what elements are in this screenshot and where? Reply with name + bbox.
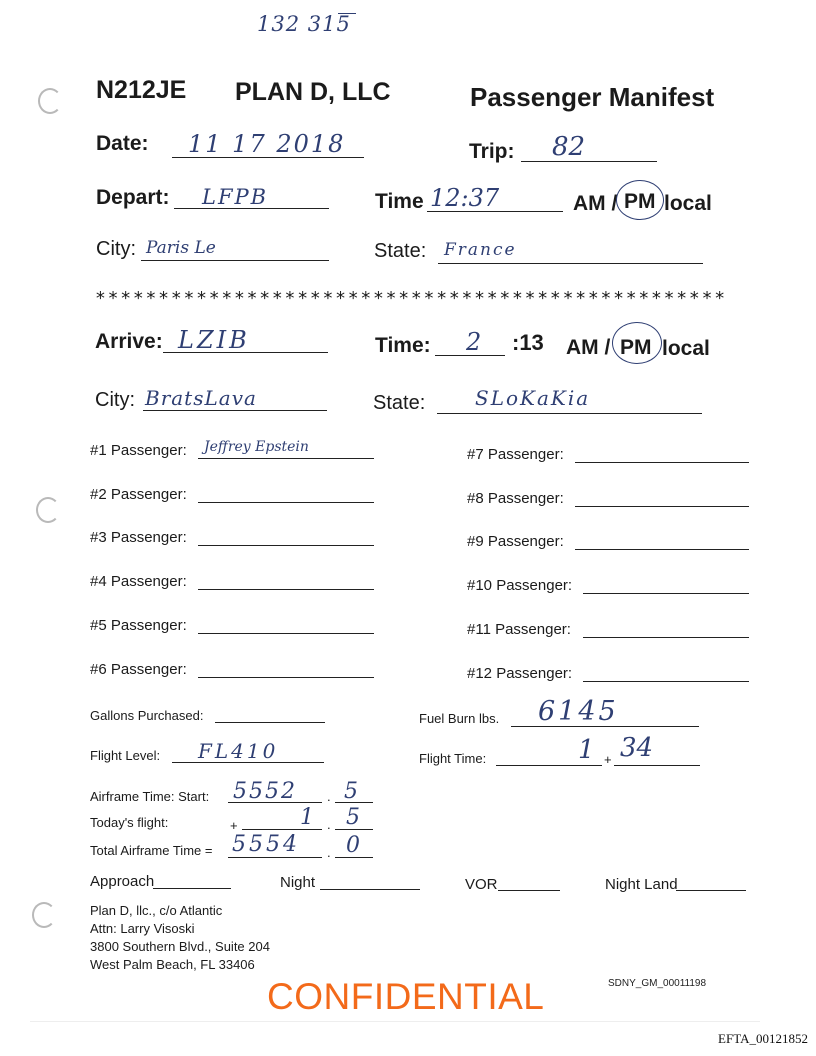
airframe-start-tenth[interactable]: 5 (344, 779, 358, 804)
depart-underline (174, 208, 329, 209)
fuel-burn-value[interactable]: 6145 (538, 696, 619, 727)
fuel-burn-underline (511, 726, 699, 727)
date-label: Date: (96, 132, 149, 155)
approach-label: Approach (90, 873, 155, 890)
binder-hole-middle (34, 495, 56, 521)
total-airframe-whole[interactable]: 5554 (232, 832, 300, 857)
night-land-underline (676, 890, 746, 891)
airframe-start-label: Airframe Time: Start: (90, 789, 210, 804)
airframe-start-whole-underline (228, 802, 322, 803)
arrive-city-label: City: (95, 389, 135, 411)
vor-label: VOR (465, 876, 498, 893)
passenger-2-underline (198, 502, 374, 503)
depart-time-value[interactable]: 12:37 (430, 184, 500, 212)
vor-underline (498, 890, 560, 891)
trip-underline (521, 161, 657, 162)
todays-flight-plus: + (230, 818, 238, 833)
depart-time-label: Time (375, 190, 424, 213)
airframe-start-tenth-underline (335, 802, 373, 803)
passenger-1-label: #1 Passenger: (90, 442, 187, 459)
arrive-city-value[interactable]: BratsLava (145, 386, 257, 410)
depart-city-label: City: (96, 238, 136, 260)
passenger-2-label: #2 Passenger: (90, 486, 187, 503)
total-airframe-whole-underline (228, 857, 322, 858)
separator-line: ************************************************** (95, 288, 727, 309)
passenger-9-underline (575, 549, 749, 550)
confidential-stamp: CONFIDENTIAL (267, 976, 545, 1017)
todays-flight-whole[interactable]: 1 (300, 805, 314, 830)
todays-flight-dot: . (327, 817, 331, 832)
depart-pm-label[interactable]: PM (624, 190, 656, 213)
arrive-value[interactable]: LZIB (178, 326, 250, 354)
passenger-3-label: #3 Passenger: (90, 529, 187, 546)
arrive-label: Arrive: (95, 330, 163, 353)
bates-number: SDNY_GM_00011198 (608, 978, 707, 989)
depart-city-underline (141, 260, 329, 261)
company-name: PLAN D, LLC (235, 78, 391, 106)
arrive-city-underline (143, 410, 327, 411)
arrive-pm-label[interactable]: PM (620, 336, 652, 359)
top-handwritten-note: 132 315 (257, 12, 351, 36)
address-line-3: 3800 Southern Blvd., Suite 204 (90, 939, 270, 954)
total-airframe-dot: . (327, 845, 331, 860)
depart-state-underline (438, 263, 703, 264)
depart-local-label: local (664, 192, 712, 215)
depart-state-value[interactable]: France (444, 240, 517, 260)
passenger-3-underline (198, 545, 374, 546)
gallons-underline (215, 722, 325, 723)
page-title: Passenger Manifest (470, 82, 715, 112)
depart-city-value[interactable]: Paris Le (146, 238, 216, 258)
footer-divider (30, 1021, 760, 1022)
passenger-6-underline (198, 677, 374, 678)
passenger-6-label: #6 Passenger: (90, 661, 187, 678)
flight-time-hours-underline (496, 765, 602, 766)
trip-label: Trip: (469, 140, 515, 163)
passenger-12-label: #12 Passenger: (467, 665, 573, 682)
passenger-4-label: #4 Passenger: (90, 573, 187, 590)
depart-state-label: State: (374, 240, 427, 262)
flight-level-label: Flight Level: (90, 748, 161, 763)
date-value[interactable]: 11 17 2018 (188, 130, 346, 158)
efta-number: EFTA_00121852 (718, 1031, 808, 1046)
arrive-am-label: AM / (566, 336, 611, 359)
top-note-dash (338, 13, 356, 14)
address-line-4: West Palm Beach, FL 33406 (90, 957, 255, 972)
depart-time-underline (427, 211, 563, 212)
passenger-10-underline (583, 593, 749, 594)
passenger-4-underline (198, 589, 374, 590)
passenger-12-underline (583, 681, 749, 682)
gallons-label: Gallons Purchased: (90, 708, 204, 723)
passenger-9-label: #9 Passenger: (467, 533, 564, 550)
arrive-state-label: State: (373, 392, 426, 414)
fuel-burn-label: Fuel Burn lbs. (419, 711, 500, 726)
night-underline (320, 889, 420, 890)
night-land-label: Night Land (605, 876, 678, 893)
arrive-time-label: Time: (375, 334, 431, 357)
passenger-11-underline (583, 637, 749, 638)
passenger-8-underline (575, 506, 749, 507)
arrive-time-minutes[interactable]: :13 (512, 330, 544, 355)
arrive-local-label: local (662, 337, 710, 360)
total-airframe-tenth-underline (335, 857, 373, 858)
flight-time-minutes[interactable]: 34 (620, 733, 654, 763)
passenger-5-underline (198, 633, 374, 634)
depart-label: Depart: (96, 186, 170, 209)
trip-value[interactable]: 82 (552, 132, 586, 162)
passenger-8-label: #8 Passenger: (467, 490, 564, 507)
arrive-time-hour[interactable]: 2 (466, 328, 482, 356)
total-airframe-label: Total Airframe Time = (90, 843, 213, 858)
passenger-10-label: #10 Passenger: (467, 577, 573, 594)
airframe-start-whole[interactable]: 5552 (233, 779, 297, 804)
tail-number: N212JE (96, 76, 187, 104)
depart-am-label: AM / (573, 192, 618, 215)
binder-hole-top (36, 86, 58, 112)
flight-level-value[interactable]: FL410 (198, 739, 279, 763)
address-line-2: Attn: Larry Visoski (90, 921, 195, 936)
airframe-start-dot: . (327, 789, 331, 804)
flight-level-underline (172, 762, 324, 763)
flight-time-plus: + (604, 752, 612, 767)
depart-value[interactable]: LFPB (202, 185, 269, 209)
todays-flight-label: Today's flight: (90, 815, 169, 830)
todays-flight-tenth[interactable]: 5 (346, 805, 360, 830)
arrive-underline (163, 352, 328, 353)
night-label: Night (280, 874, 316, 891)
binder-hole-bottom (30, 900, 52, 926)
flight-time-minutes-underline (614, 765, 700, 766)
passenger-11-label: #11 Passenger: (467, 621, 571, 638)
total-airframe-tenth[interactable]: 0 (346, 833, 360, 858)
approach-underline (153, 888, 231, 889)
arrive-state-value[interactable]: SLoKaKia (475, 386, 591, 410)
passenger-7-underline (575, 462, 749, 463)
date-underline (172, 157, 364, 158)
passenger-5-label: #5 Passenger: (90, 617, 187, 634)
arrive-state-underline (437, 413, 702, 414)
flight-time-label: Flight Time: (419, 751, 487, 766)
todays-flight-tenth-underline (335, 829, 373, 830)
passenger-1-value[interactable]: Jeffrey Epstein (204, 439, 309, 455)
flight-time-hours[interactable]: 1 (578, 735, 595, 765)
passenger-7-label: #7 Passenger: (467, 446, 564, 463)
address-line-1: Plan D, llc., c/o Atlantic (90, 903, 223, 918)
passenger-1-underline (198, 458, 374, 459)
